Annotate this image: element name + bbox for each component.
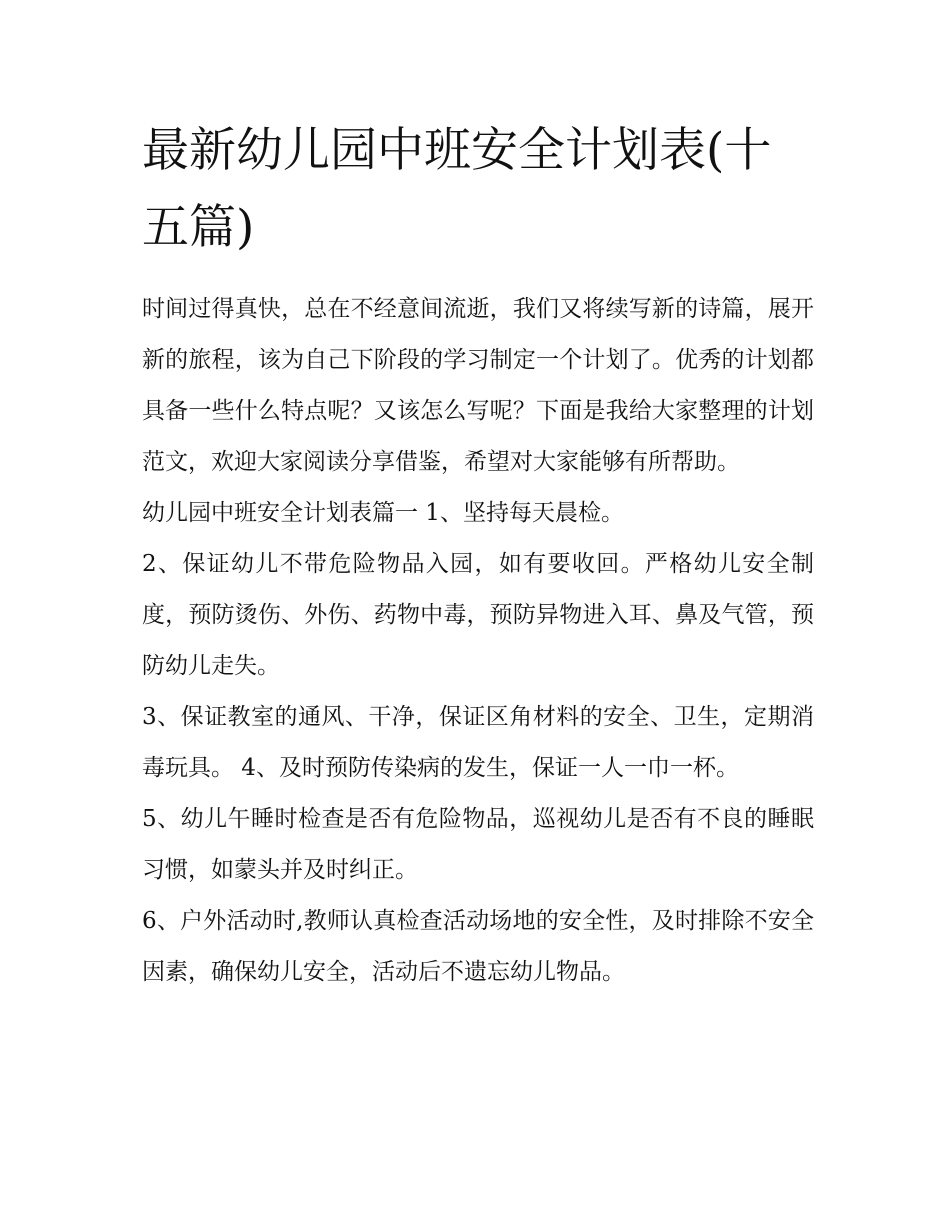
- section-heading-paragraph: 幼儿园中班安全计划表篇一 1、坚持每天晨检。: [142, 500, 624, 526]
- document-title: 最新幼儿园中班安全计划表(十五篇): [142, 123, 772, 255]
- item-6-paragraph: 6、户外活动时,教师认真检查活动场地的安全性，及时排除不安全因素，确保幼儿安全，活动后不遗忘幼儿物品。: [142, 908, 814, 985]
- item-3-4-paragraph: 3、保证教室的通风、干净，保证区角材料的安全、卫生，定期消毒玩具。 4、及时预防传染病的发生，保证一人一巾一杯。: [142, 704, 814, 781]
- intro-paragraph: 时间过得真快，总在不经意间流逝，我们又将续写新的诗篇，展开新的旅程，该为自己下阶段的学习制定一个计划了。优秀的计划都具备一些什么特点呢？又该怎么写呢？下面是我给大家整理的计划范文，欢迎大家阅读分享借鉴，希望对大家能够有所帮助。: [142, 296, 814, 475]
- item-5-paragraph: 5、幼儿午睡时检查是否有危险物品，巡视幼儿是否有不良的睡眠习惯，如蒙头并及时纠正。: [142, 806, 814, 883]
- document-body: [142, 112, 814, 998]
- item-2-paragraph: 2、保证幼儿不带危险物品入园，如有要收回。严格幼儿安全制度，预防烫伤、外伤、药物中毒，预防异物进入耳、鼻及气管，预防幼儿走失。: [142, 551, 814, 679]
